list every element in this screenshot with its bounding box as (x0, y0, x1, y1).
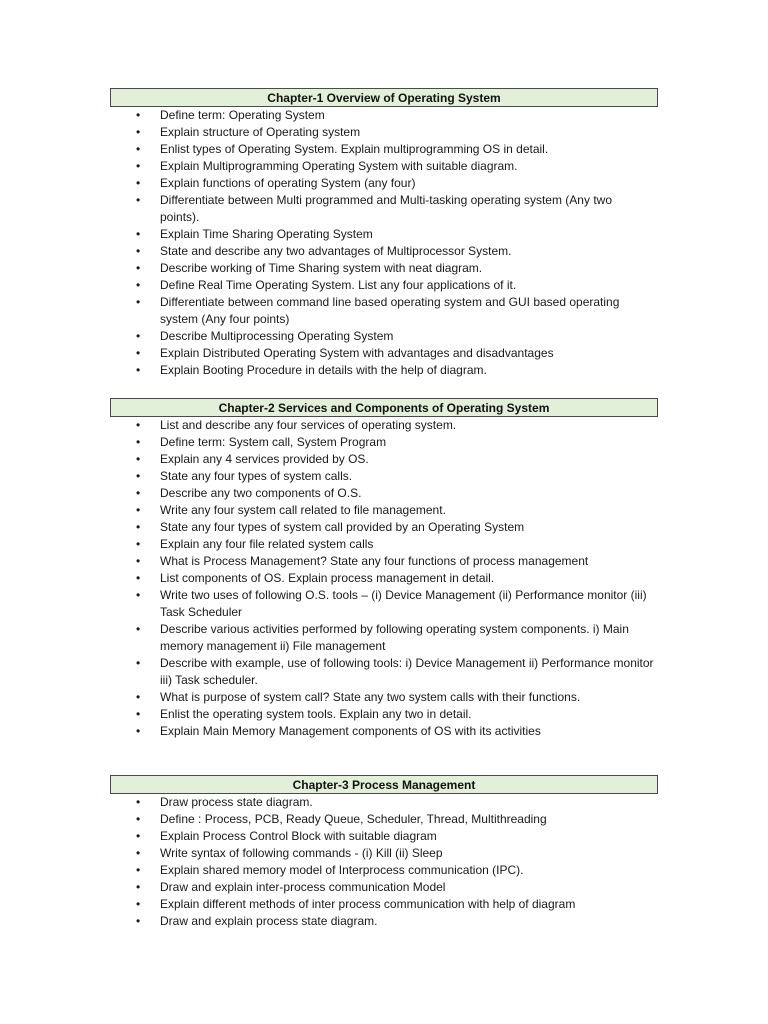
list-item: • State any four types of system calls. (136, 469, 353, 483)
bullet-icon: • (136, 469, 141, 483)
bullet-icon: • (136, 261, 141, 275)
bullet-icon: • (136, 690, 141, 704)
bullet-icon: • (136, 795, 141, 809)
bullet-icon: • (136, 588, 141, 602)
bullet-icon: • (136, 159, 141, 173)
bullet-icon: • (136, 571, 141, 585)
list-item: • Enlist the operating system tools. Explain any two in detail. (136, 707, 472, 721)
list-item: • Explain shared memory model of Interprocess communication (IPC). (136, 863, 524, 877)
list-item: • What is Process Management? State any four functions of process management (136, 554, 589, 568)
chapter-1-question-list (110, 107, 658, 379)
bullet-icon: • (136, 227, 141, 241)
bullet-icon: • (136, 125, 141, 139)
bullet-icon: • (136, 193, 141, 207)
list-item: • Define term: Operating System (136, 108, 325, 122)
chapter-2-question-list (110, 417, 658, 740)
list-item: • State any four types of system call provided by an Operating System (136, 520, 525, 534)
bullet-icon: • (136, 486, 141, 500)
list-item: • Write syntax of following commands - (i) Kill (ii) Sleep (136, 846, 443, 860)
list-item: • Differentiate between command line based operating system and GUI based operating system (Any four points) (136, 295, 620, 326)
bullet-icon: • (136, 108, 141, 122)
bullet-icon: • (136, 503, 141, 517)
list-item: • Draw process state diagram. (136, 795, 313, 809)
bullet-icon: • (136, 554, 141, 568)
bullet-icon: • (136, 435, 141, 449)
list-item: • Explain Multiprogramming Operating System with suitable diagram. (136, 159, 518, 173)
list-item: • Define Real Time Operating System. List any four applications of it. (136, 278, 517, 292)
list-item: • Describe Multiprocessing Operating System (136, 329, 394, 343)
bullet-icon: • (136, 537, 141, 551)
bullet-icon: • (136, 812, 141, 826)
bullet-icon: • (136, 363, 141, 377)
bullet-icon: • (136, 244, 141, 258)
bullet-icon: • (136, 863, 141, 877)
bullet-icon: • (136, 329, 141, 343)
bullet-icon: • (136, 829, 141, 843)
list-item: • Describe various activities performed by following operating system components. i) Main memory management ii) File management (136, 622, 629, 653)
list-item: • Differentiate between Multi programmed and Multi-tasking operating system (Any two points). (136, 193, 612, 224)
chapter-3-section (110, 775, 658, 930)
list-item: • Describe with example, use of following tools: i) Device Management ii) Performance monitor iii) Task scheduler. (136, 656, 654, 687)
chapter-1-title: Chapter-1 Overview of Operating System (110, 88, 658, 107)
bullet-icon: • (136, 295, 141, 309)
bullet-icon: • (136, 346, 141, 360)
list-item: • Explain any 4 services provided by OS. (136, 452, 369, 466)
bullet-icon: • (136, 176, 141, 190)
bullet-icon: • (136, 914, 141, 928)
list-item: • Explain Time Sharing Operating System (136, 227, 373, 241)
chapter-1-section (110, 88, 658, 379)
list-item: • State and describe any two advantages of Multiprocessor System. (136, 244, 512, 258)
chapter-2-section (110, 398, 658, 740)
list-item: • List and describe any four services of operating system. (136, 418, 457, 432)
list-item: • Enlist types of Operating System. Explain multiprogramming OS in detail. (136, 142, 549, 156)
bullet-icon: • (136, 880, 141, 894)
bullet-icon: • (136, 897, 141, 911)
bullet-icon: • (136, 656, 141, 670)
bullet-icon: • (136, 707, 141, 721)
list-item: • Define term: System call, System Program (136, 435, 387, 449)
bullet-icon: • (136, 418, 141, 432)
list-item: • What is purpose of system call? State any two system calls with their functions. (136, 690, 581, 704)
chapter-3-title: Chapter-3 Process Management (110, 775, 658, 794)
bullet-icon: • (136, 724, 141, 738)
list-item: • Describe working of Time Sharing system with neat diagram. (136, 261, 483, 275)
list-item: • Draw and explain process state diagram. (136, 914, 378, 928)
list-item: • Explain Distributed Operating System with advantages and disadvantages (136, 346, 554, 360)
list-item: • Explain Booting Procedure in details with the help of diagram. (136, 363, 487, 377)
bullet-icon: • (136, 846, 141, 860)
bullet-icon: • (136, 142, 141, 156)
bullet-icon: • (136, 520, 141, 534)
list-item: • Explain Process Control Block with suitable diagram (136, 829, 437, 843)
list-item: • Explain Main Memory Management components of OS with its activities (136, 724, 541, 738)
list-item: • Explain structure of Operating system (136, 125, 361, 139)
list-item: • Draw and explain inter-process communication Model (136, 880, 446, 894)
list-item: • Define : Process, PCB, Ready Queue, Scheduler, Thread, Multithreading (136, 812, 547, 826)
list-item: • Explain any four file related system calls (136, 537, 374, 551)
chapter-2-title: Chapter-2 Services and Components of Operating System (110, 398, 658, 417)
list-item: • Write any four system call related to file management. (136, 503, 446, 517)
bullet-icon: • (136, 452, 141, 466)
list-item: • List components of OS. Explain process management in detail. (136, 571, 495, 585)
bullet-icon: • (136, 622, 141, 636)
chapter-3-question-list (110, 794, 658, 930)
list-item: • Describe any two components of O.S. (136, 486, 362, 500)
bullet-icon: • (136, 278, 141, 292)
list-item: • Explain functions of operating System (any four) (136, 176, 416, 190)
list-item: • Explain different methods of inter process communication with help of diagram (136, 897, 576, 911)
list-item: • Write two uses of following O.S. tools – (i) Device Management (ii) Performance monitor (iii) Task Scheduler (136, 588, 647, 619)
